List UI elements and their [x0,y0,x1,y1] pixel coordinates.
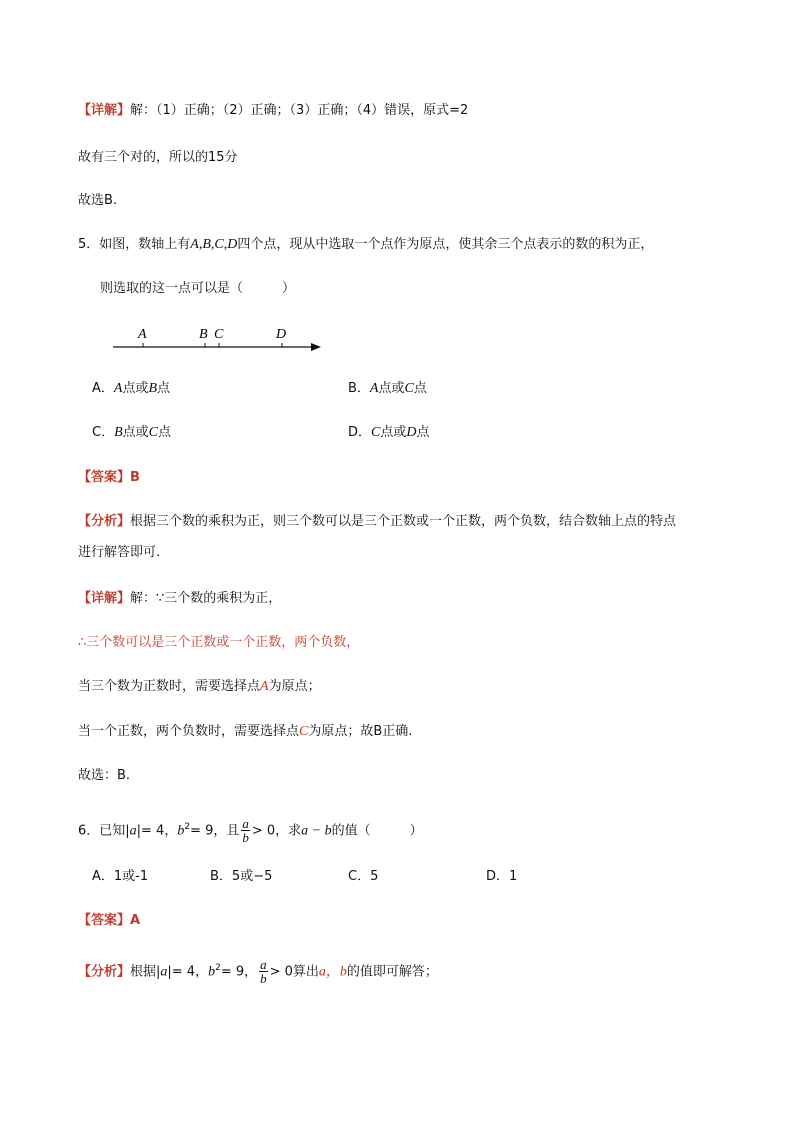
q6-stem-end: 的值（ ） [331,823,423,839]
analysis-gt-zero: > 0算出 [269,964,319,980]
option-mid: 点或 [122,381,149,396]
q6-b-var: b [177,823,185,839]
frac-denominator: b [242,830,249,846]
analysis-text: 根据三个数的乘积为正，则三个数可以是三个正数或一个正数，两个负数，结合数轴上点的特点 [130,514,677,529]
analysis-b-var: b [208,964,216,980]
q5-step3 [78,724,412,740]
axis-arrow-icon [311,343,321,351]
step2-point: A [260,679,269,694]
option-point: C [371,425,381,440]
label-A: A [138,327,147,342]
option-text: 1或-1 [113,869,149,884]
q5-stem-suffix: 四个点，现从中选取一个点作为原点，使其余三个点表示的数的积为正， [237,237,654,252]
answer-tag: 【答案】 [78,470,131,485]
option-key: B． [348,381,370,396]
option-key: D． [348,425,372,440]
label-C: C [214,327,224,342]
option-point: D [406,425,417,440]
q5-detail [78,591,281,607]
detail-tag: 【详解】 [78,103,131,118]
answer-tag: 【答案】 [78,913,131,928]
q6-answer [78,913,140,929]
option-end: 点 [157,381,171,396]
q5-option-c [92,425,171,441]
option-text: 1 [509,869,518,884]
q6-option-b [210,869,272,885]
analysis-tag: 【分析】 [78,514,131,529]
option-key: C． [92,425,115,440]
q5-stem-line2: 则选取的这一点可以是（ ） [100,281,296,296]
q5-stem-points: A,B,C,D [190,237,238,252]
option-text: 5或−5 [231,869,273,884]
option-mid: 点或 [380,425,407,440]
analysis-end: 的值即可解答； [346,964,438,980]
q6-abs-var: a [129,823,137,839]
q5-option-d [348,425,430,441]
option-key: B． [210,869,232,884]
choose-line: 故选B. [78,193,118,208]
q5-stem-prefix: 5．如图，数轴上有 [78,237,191,252]
answer-value: A [130,913,141,928]
q5-choose: 故选：B. [78,768,131,783]
q6-expr: a − b [301,823,332,839]
q5-stem [78,237,653,253]
q5-analysis-line2: 进行解答即可. [78,545,161,560]
q6-gt-zero: > 0，求 [251,823,302,839]
q6-fraction [241,817,250,844]
analysis-b-val: = 9， [220,964,258,980]
number-line-diagram [110,318,330,358]
frac-numerator: a [260,957,267,973]
detail-tag: 【详解】 [78,591,131,606]
analysis-vars: a，b [318,964,347,980]
option-point: C [148,425,158,440]
frac-numerator: a [242,816,249,832]
q6-analysis: 【分析】根据|a|= 4，$b^2= 9$， $\frac{a}{b}$ > 0算出a，b的值即可解答； [78,957,438,987]
option-end: 点 [416,425,430,440]
option-end: 点 [413,381,427,396]
q6-stem-prefix: 6．已知| [78,823,130,839]
option-point: B [114,425,123,440]
option-key: A． [92,869,114,884]
option-key: C． [348,869,371,884]
q5-step1: ∴三个数可以是三个正数或一个正数，两个负数， [78,635,360,650]
answer-value: B [130,470,140,485]
option-mid: 点或 [378,381,405,396]
q5-option-b [348,381,427,397]
q6-abs-val: |= 4， [136,823,178,839]
option-mid: 点或 [122,425,149,440]
analysis-abs-val: |= 4， [167,964,209,980]
detail-text: 解：∵三个数的乘积为正， [130,591,282,606]
frac-denominator: b [260,971,267,987]
detail-line [78,103,468,119]
option-point: C [404,381,414,396]
step3-point: C [299,724,309,739]
option-point: B [148,381,158,396]
label-D: D [276,327,287,342]
q6-b-val: = 9，且 [190,823,240,839]
label-B: B [199,327,208,342]
analysis-abs-var: a [160,964,168,980]
analysis-prefix: 根据| [130,964,161,980]
option-end: 点 [158,425,172,440]
q5-step2 [78,679,321,695]
detail-text: 解：（1）正确；（2）正确；（3）正确；（4）错误，原式=2 [130,103,469,118]
analysis-tag: 【分析】 [78,964,131,980]
q6-option-a [92,869,148,885]
q5-answer [78,470,140,486]
step3-suffix: 为原点；故B正确. [308,724,413,739]
q6-option-d [486,869,517,885]
analysis-fraction [259,958,268,985]
q5-option-a [92,381,170,397]
step3-prefix: 当一个正数，两个负数时，需要选择点 [78,724,300,739]
option-point: A [113,381,123,396]
option-text: 5 [370,869,379,884]
q6-stem: 6．已知|a|= 4，$b^2= 9$，且 $\frac{a}{b}$ > 0，求a − b的值（ ） [78,816,423,846]
option-key: A． [92,381,114,396]
q6-option-c [348,869,378,885]
step2-prefix: 当三个数为正数时，需要选择点 [78,679,261,694]
option-point: A [369,381,379,396]
q5-analysis-line1 [78,514,676,530]
step2-suffix: 为原点； [268,679,321,694]
option-key: D． [486,869,510,884]
conclusion-line: 故有三个对的，所以的15分 [78,150,238,165]
